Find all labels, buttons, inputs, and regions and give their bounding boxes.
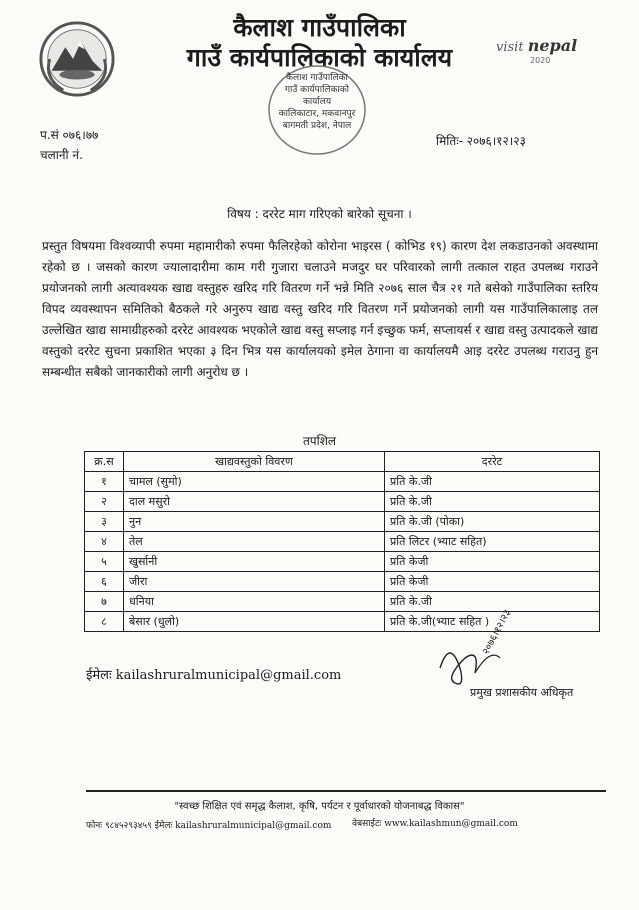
header-sn: क्र.स	[85, 452, 124, 472]
row-rate: प्रति के.जी	[385, 472, 600, 492]
items-table	[84, 451, 600, 632]
row-item: चामल (सुमो)	[124, 472, 385, 492]
contact-email: ईमेलः kailashruralmunicipal@gmail.com	[86, 668, 342, 683]
stamp-line2: गाउँ कार्यपालिकाको	[284, 85, 350, 95]
row-item: खुर्सानी	[124, 552, 385, 572]
row-rate: प्रति के.जी(भ्याट सहित )	[385, 612, 600, 632]
visit-nepal-logo	[496, 36, 577, 55]
stamp-line4: कालिकाटार, मकवानपुर	[278, 109, 356, 119]
footer-contact: फोनः ९८४५२९३४५९ ईमेलः kailashruralmunicipal@gmail.com	[86, 821, 332, 831]
row-item: दाल मसुरो	[124, 492, 385, 512]
row-rate: प्रति केजी	[385, 572, 600, 592]
stamp-line1: कैलाश गाउँपालिका	[286, 73, 348, 83]
row-sn: ४	[85, 532, 124, 552]
footer-website: वेबसाईटः www.kailashmun@gmail.com	[352, 819, 518, 829]
table-row	[85, 492, 600, 512]
row-rate: प्रति के.जी (पोका)	[385, 512, 600, 532]
footer-divider	[86, 790, 606, 792]
signature-date: २०७६।१२।२३	[480, 607, 514, 657]
row-item: जीरा	[124, 572, 385, 592]
stamp-line5: बागमती प्रदेश, नेपाल	[282, 121, 352, 131]
subject-line: विषय : दररेट माग गरिएको बारेको सूचना ।	[227, 207, 412, 221]
stamp-line3: कार्यालय	[302, 97, 332, 107]
row-sn: ३	[85, 512, 124, 532]
table-row	[85, 552, 600, 572]
table-row	[85, 572, 600, 592]
row-item: तेल	[124, 532, 385, 552]
table-row	[85, 592, 600, 612]
office-stamp	[265, 62, 370, 160]
table-row	[85, 532, 600, 552]
reference-number: प.सं ०७६।७७	[40, 128, 99, 142]
letter-date: मितिः- २०७६।१२।२३	[436, 134, 526, 148]
row-sn: ८	[85, 612, 124, 632]
row-sn: ७	[85, 592, 124, 612]
office-name: गाउँ कार्यपालिकाको कार्यालय	[186, 43, 453, 72]
visit-year: 2020	[530, 56, 551, 65]
table-header-row	[85, 452, 600, 472]
row-sn: १	[85, 472, 124, 492]
header-item: खाद्यवस्तुको विवरण	[124, 452, 385, 472]
row-sn: ६	[85, 572, 124, 592]
row-rate: प्रति के.जी	[385, 592, 600, 612]
row-sn: ५	[85, 552, 124, 572]
row-item: नुन	[124, 512, 385, 532]
dispatch-number: चलानी नं.	[40, 148, 83, 162]
visit-prefix: visit	[496, 40, 524, 55]
header-rate: दररेट	[385, 452, 600, 472]
row-rate: प्रति केजी	[385, 552, 600, 572]
municipality-name: कैलाश गाउँपालिका	[233, 13, 406, 42]
visit-brand: nepal	[527, 36, 578, 55]
table-row	[85, 512, 600, 532]
signatory-title: प्रमुख प्रशासकीय अधिकृत	[470, 686, 574, 699]
footer-slogan: "स्वच्छ शिक्षित एवं समृद्ध कैलाश, कृषि, पर्यटन र पूर्वाधारको योजनाबद्ध विकास"	[174, 801, 465, 812]
notice-body: प्रस्तुत विषयमा विश्वव्यापी रुपमा महामारीको रुपमा फैलिरहेको कोरोना भाइरस ( कोभिड १९) कारण देश लकडाउनको अवस्थामा रहेको छ । जसको कारण ज्यालादारीमा काम गरी गुजारा चलाउने मजदुर घर परिवारको लागी तत्काल राहत उपलब्ध गराउने प्रयोजनको लागी अत्यावश्यक खाद्य वस्तुहरु खरिद गरि वितरण गर्ने भन्ने मिति २०७६ साल चैत्र २१ गते बसेको गाउँपालिका स्तरिय विपद व्यवस्थापन समितिको बैठकले गरे अनुरुप खाद्य वस्तु खरिद गरि वितरण गर्ने प्रयोजनको लागी यस गाउँपालिकालाइ तल उल्लेखित खाद्य सामाग्रीहरुको दररेट आवश्यक भएकोले खाद्य वस्तु सप्लाइ गर्न इच्छुक फर्म, सप्लायर्स र खाद्य वस्तु उत्पादकले खाद्य वस्तुको दररेट सुचना प्रकाशित भएका ३ दिन भित्र यस कार्यालयको इमेल ठेगाना वा कार्यालयमै आइ दररेट उपलब्ध गराउनु हुन सम्बन्धीत सबैको जानकारीको लागी अनुरोध छ ।	[42, 239, 598, 379]
table-row	[85, 472, 600, 492]
row-item: बेसार (धुलो)	[124, 612, 385, 632]
table-title: तपशिल	[302, 434, 337, 448]
row-sn: २	[85, 492, 124, 512]
row-rate: प्रति के.जी	[385, 492, 600, 512]
row-rate: प्रति लिटर (भ्याट सहित)	[385, 532, 600, 552]
row-item: धनिया	[124, 592, 385, 612]
